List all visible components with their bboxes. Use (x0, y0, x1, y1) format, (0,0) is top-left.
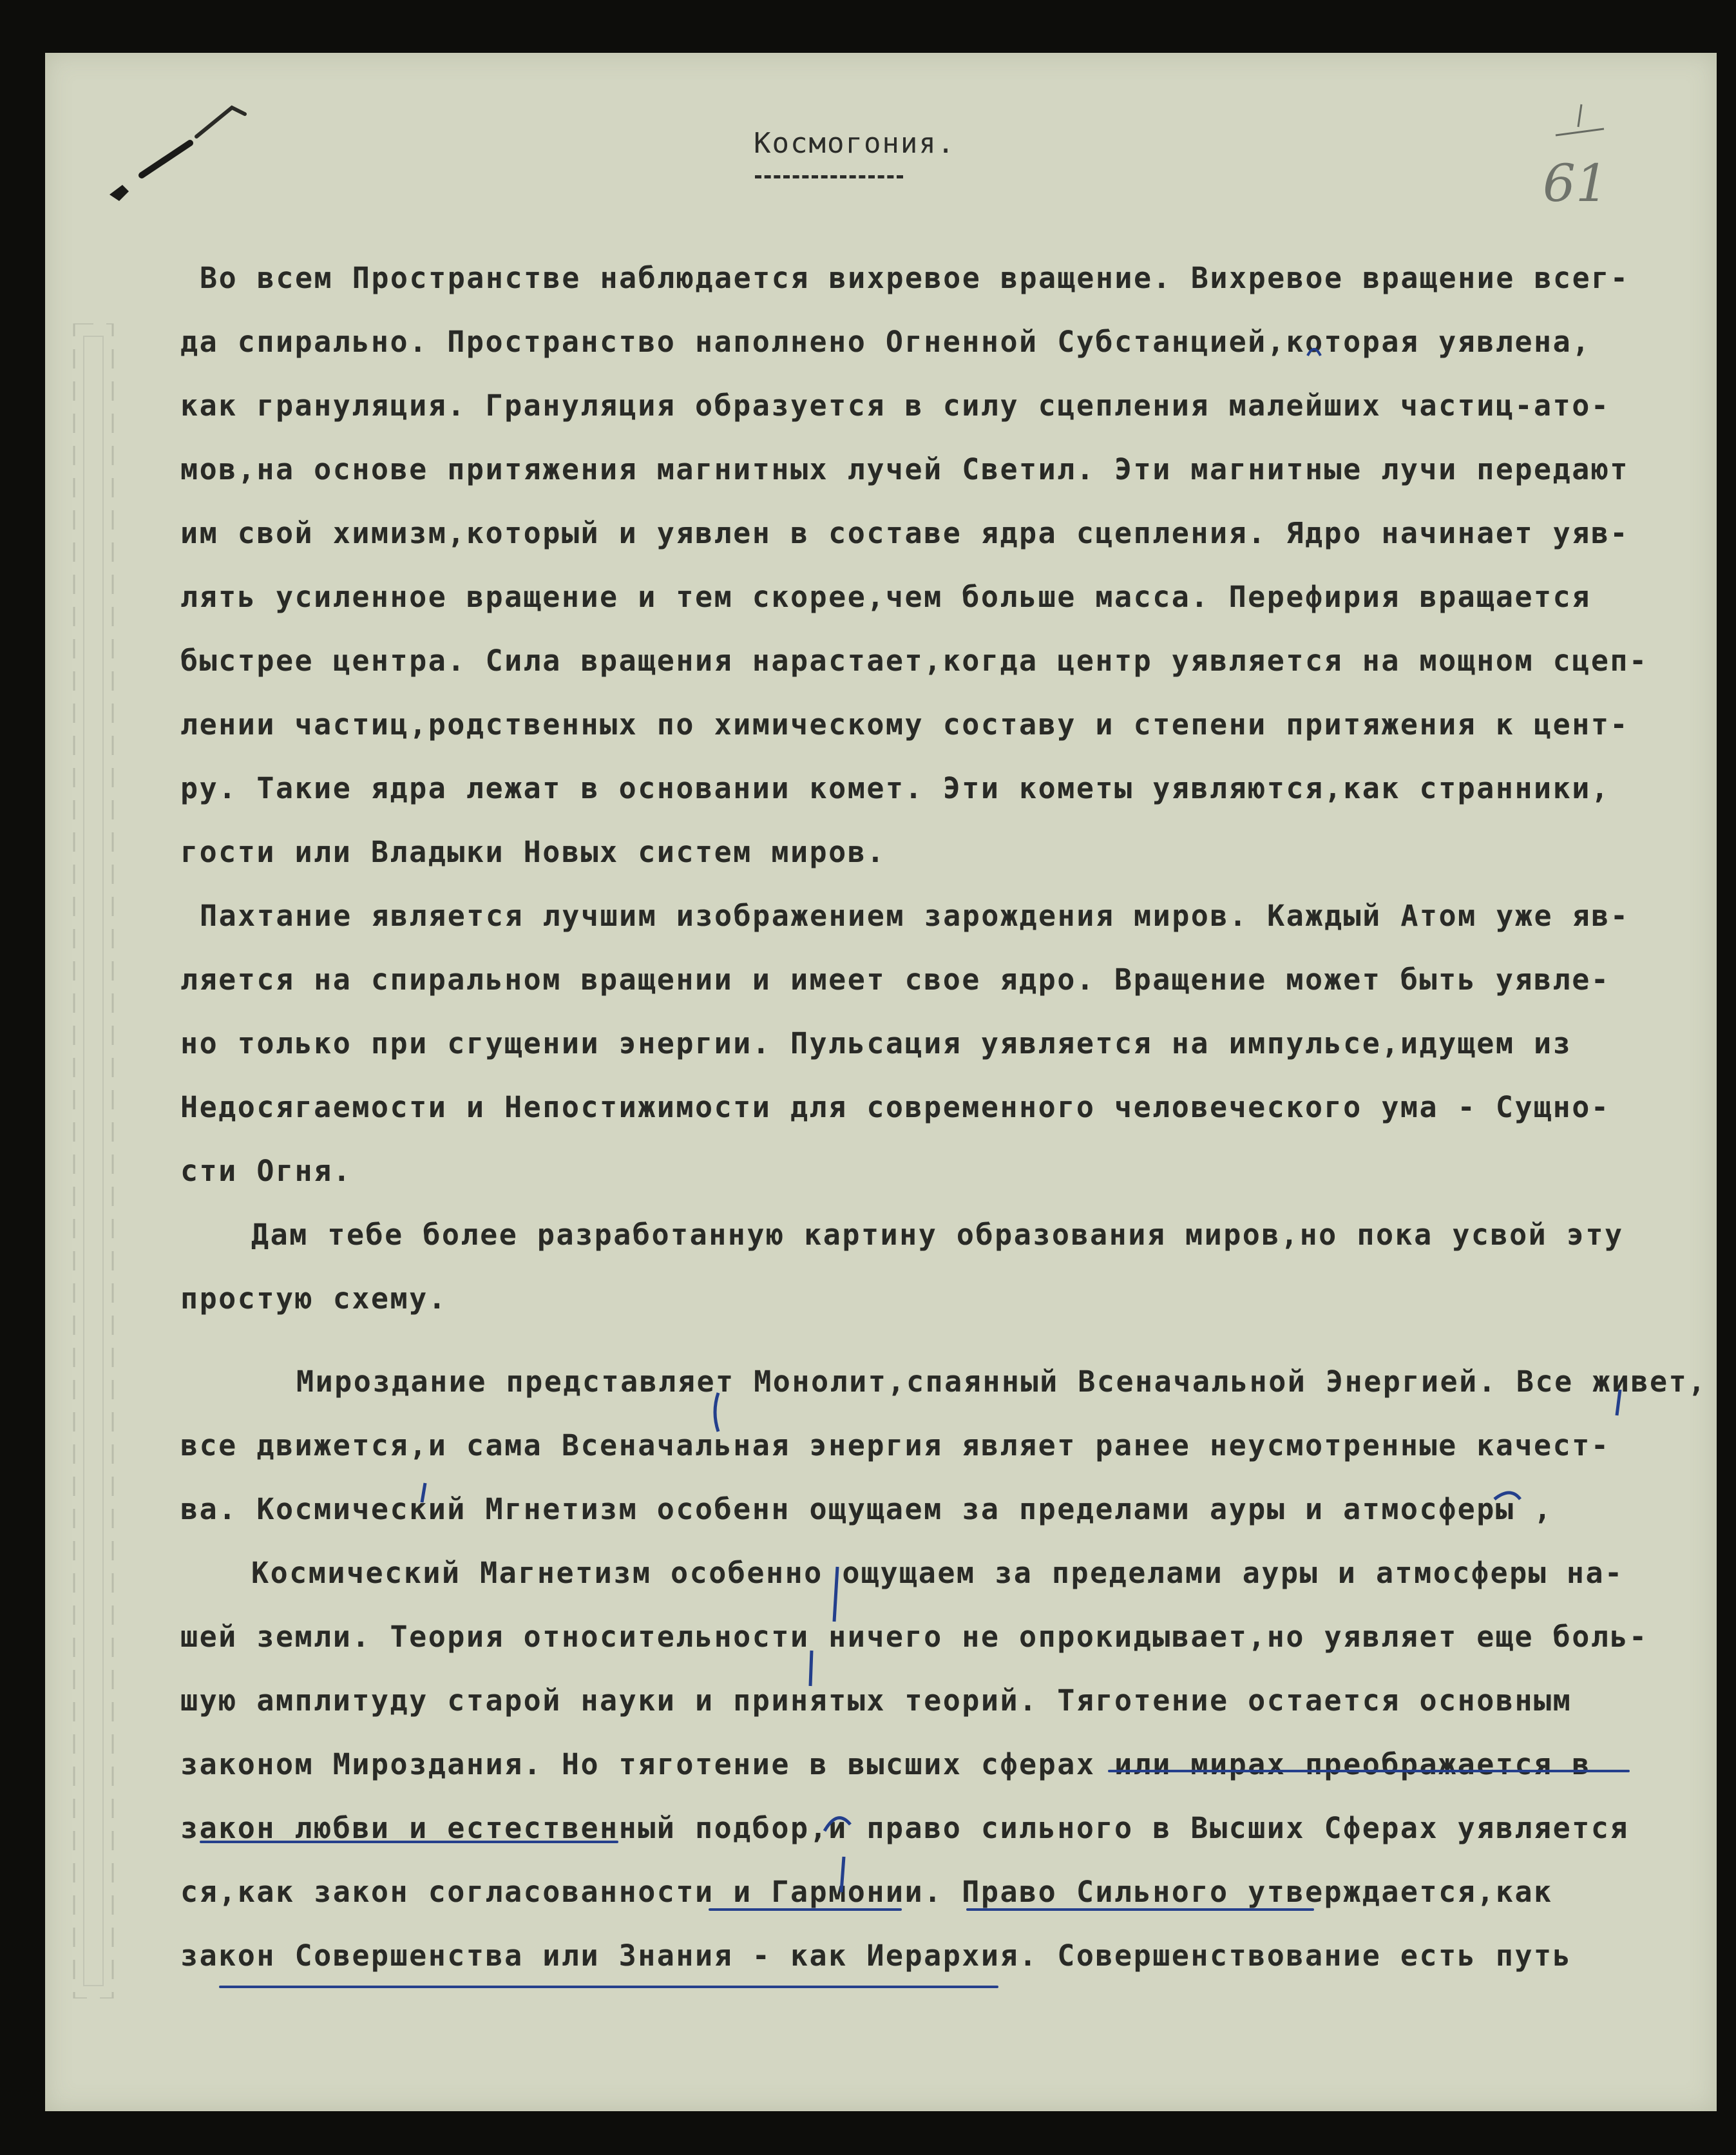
text-line: да спирально. Пространство наполнено Огненной Субстанцией,которая уявлена, (180, 325, 1591, 359)
archive-stamp (55, 323, 132, 1998)
text-line: простую схему. (180, 1281, 448, 1316)
text-line: лять усиленное вращение и тем скорее,чем больше масса. Перефирия вращается (180, 580, 1591, 614)
text-line: гости или Владыки Новых систем миров. (180, 835, 886, 869)
text-line: лении частиц,родственных по химическому составу и степени притяжения к цент- (180, 707, 1630, 742)
text-line: но только при сгущении энергии. Пульсация уявляется на импульсе,идущем из (180, 1026, 1572, 1060)
text-line: законом Мироздания. Но тяготение в высших сферах или мирах преображается в (180, 1747, 1591, 1781)
text-line: мов,на основе притяжения магнитных лучей Светил. Эти магнитные лучи передают (180, 452, 1630, 486)
text-line: все движется,и сама Всеначальная энергия являет ранее неусмотренные качест- (180, 1428, 1610, 1462)
text-line: шую амплитуду старой науки и принятых теорий. Тяготение остается основным (180, 1683, 1572, 1718)
folio-number-text: 61 (1543, 153, 1608, 213)
document-body (180, 246, 1707, 1987)
text-line: сти Огня. (180, 1154, 352, 1188)
pen-underline (709, 1908, 902, 1911)
text-line: закон любви и естественный подбор,и право сильного в Высших Сферах уявляется (180, 1811, 1630, 1845)
text-line: Дам тебе более разработанную картину образования миров,но пока усвой эту (251, 1218, 1624, 1252)
text-line: им свой химизм,который и уявлен в составе ядра сцепления. Ядро начинает уяв- (180, 516, 1630, 550)
pen-underline (200, 1841, 618, 1843)
pen-underline (966, 1908, 1314, 1911)
text-line: Недосягаемости и Непостижимости для современного человеческого ума - Сущно- (180, 1090, 1610, 1124)
text-line: ру. Такие ядра лежат в основании комет. Эти кометы уявляются,как странники, (180, 771, 1610, 805)
text-line: Пахтание является лучшим изображением зарождения миров. Каждый Атом уже яв- (200, 899, 1630, 933)
text-line: закон Совершенства или Знания - как Иерархия. Совершенствование есть путь (180, 1939, 1572, 1973)
text-line: Во всем Пространстве наблюдается вихревое вращение. Вихревое вращение всег- (200, 261, 1630, 295)
text-line: быстрее центра. Сила вращения нарастает,когда центр уявляется на мощном сцеп- (180, 644, 1648, 678)
text-line: ва. Космический Мгнетизм особенн ощущаем за пределами ауры и атмосферы , (180, 1492, 1553, 1526)
pen-underline (219, 1986, 998, 1988)
text-line: ляется на спиральном вращении и имеет свое ядро. Вращение может быть уявле- (180, 963, 1610, 997)
text-line: Космический Магнетизм особенно ощущаем за пределами ауры и атмосферы на- (251, 1556, 1624, 1590)
text-line: шей земли. Теория относительности ничего не опрокидывает,но уявляет еще боль- (180, 1620, 1648, 1654)
document-title: Космогония. (754, 127, 956, 160)
pen-underline (1108, 1770, 1630, 1772)
text-line: ся,как закон согласованности и Гармонии. Право Сильного утверждается,как (180, 1875, 1553, 1909)
pencil-marks (84, 79, 277, 246)
text-line: как грануляция. Грануляция образуется в силу сцепления малейших частиц-ато- (180, 388, 1610, 423)
text-line: Мироздание представляет Монолит,спаянный Всеначальной Энергией. Все живет, (296, 1365, 1707, 1399)
document-page (45, 53, 1717, 2111)
title-underline (755, 175, 903, 178)
folio-number (1530, 98, 1620, 227)
